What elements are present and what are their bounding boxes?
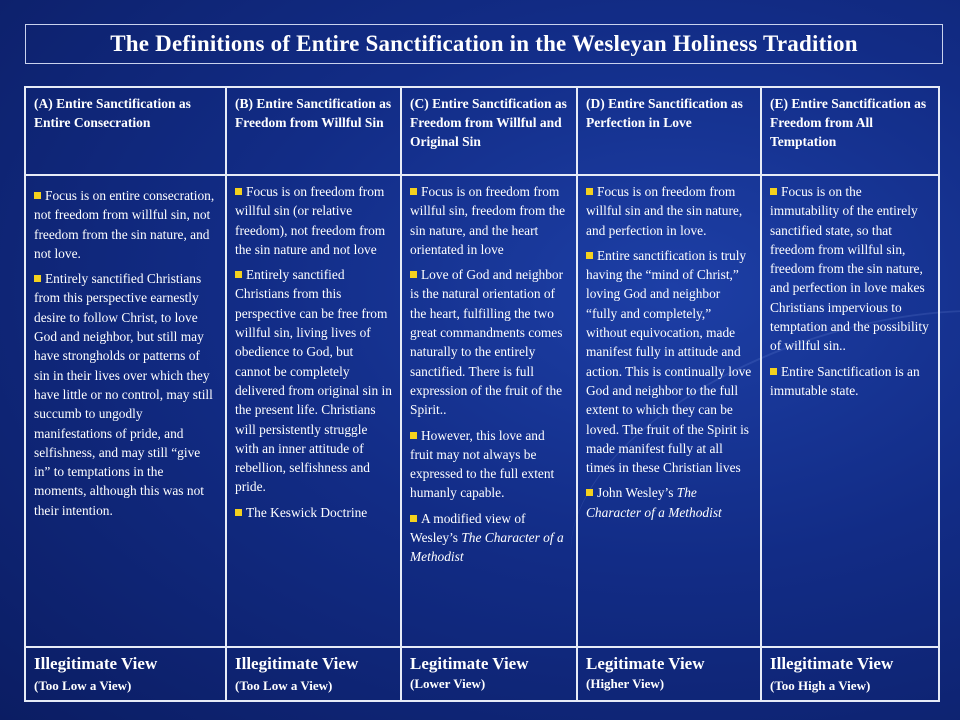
verdict-sub: (Too Low a View) bbox=[34, 678, 132, 693]
column-a-content bbox=[25, 175, 226, 647]
verdict-b bbox=[226, 647, 401, 701]
bullet-square-icon bbox=[586, 252, 593, 259]
bullet-item: Entirely sanctified Christians from this perspective can be free from willful sin, living lives of obedience to God, but cannot be completely delivered from original sin in the present life. Christians will persistently struggle with an inner attitude of rebellion, selfishness and pride. bbox=[235, 267, 392, 495]
column-header-b: (B) Entire Sanctification as Freedom from Willful Sin bbox=[226, 87, 401, 175]
bullet-square-icon bbox=[235, 271, 242, 278]
bullet-square-icon bbox=[235, 509, 242, 516]
verdict-label: Illegitimate View bbox=[235, 654, 359, 673]
verdict-e bbox=[761, 647, 939, 701]
bullet-square-icon bbox=[235, 188, 242, 195]
verdict-a bbox=[25, 647, 226, 701]
book-title: The Character of a Methodist bbox=[586, 485, 722, 520]
verdict-sub: (Lower View) bbox=[410, 676, 486, 691]
book-title: The Character of a Methodist bbox=[410, 530, 564, 565]
bullet-item: Focus is on entire consecration, not freedom from willful sin, not freedom from the sin nature, and not love. bbox=[34, 188, 215, 261]
column-b-content bbox=[226, 175, 401, 647]
verdict-label: Illegitimate View bbox=[770, 654, 894, 673]
page-title: The Definitions of Entire Sanctification in the Wesleyan Holiness Tradition bbox=[110, 31, 858, 56]
verdict-label: Legitimate View bbox=[586, 654, 705, 673]
verdict-d bbox=[577, 647, 761, 701]
bullet-item: Love of God and neighbor is the natural orientation of the heart, fulfilling the two great commandments comes naturally to the entirely sanctified. There is full expression of the fruit of the Spirit.. bbox=[410, 267, 564, 418]
column-e-content bbox=[761, 175, 939, 647]
verdict-label: Illegitimate View bbox=[34, 654, 158, 673]
bullet-item: Focus is on freedom from willful sin, freedom from the sin nature, and the heart orientated in love bbox=[410, 184, 566, 257]
bullet-item: Entirely sanctified Christians from this perspective earnestly desire to follow Christ, to love God and neighbor, but still may have strongholds or patterns of sin in their lives over which they have little or no control, may still succumb to ungodly manifestations of pride, and selfishness, and may still “give in” to temptations in the moments, although this was not their intention. bbox=[34, 271, 213, 518]
verdict-row bbox=[25, 647, 939, 701]
bullet-square-icon bbox=[770, 188, 777, 195]
verdict-sub: (Higher View) bbox=[586, 676, 665, 691]
bullet-square-icon bbox=[34, 275, 41, 282]
bullet-square-icon bbox=[410, 515, 417, 522]
bullet-square-icon bbox=[410, 432, 417, 439]
bullet-square-icon bbox=[586, 188, 593, 195]
header-row bbox=[25, 87, 939, 175]
bullet-square-icon bbox=[410, 188, 417, 195]
verdict-label: Legitimate View bbox=[410, 654, 529, 673]
verdict-sub: (Too Low a View) bbox=[235, 678, 333, 693]
column-d-content bbox=[577, 175, 761, 647]
bullet-item: Focus is on the immutability of the entirely sanctified state, so that freedom from willful sin, freedom from the sin nature, and perfection in love makes Christians impervious to temptation and the possibility of willful sin.. bbox=[770, 184, 929, 354]
verdict-c bbox=[401, 647, 577, 701]
column-c-content bbox=[401, 175, 577, 647]
title-box bbox=[25, 24, 943, 64]
bullet-square-icon bbox=[770, 368, 777, 375]
bullet-item: However, this love and fruit may not always be expressed to the full extent humanly capable. bbox=[410, 427, 555, 501]
bullet-item: Focus is on freedom from willful sin (or relative freedom), not freedom from the sin nature and not love bbox=[235, 184, 386, 257]
bullet-item: The Keswick Doctrine bbox=[235, 503, 392, 522]
column-header-e: (E) Entire Sanctification as Freedom from All Temptation bbox=[761, 87, 939, 175]
bullet-square-icon bbox=[410, 271, 417, 278]
bullet-square-icon bbox=[586, 489, 593, 496]
bullet-item: John Wesley’s The Character of a Methodist bbox=[586, 485, 722, 520]
bullet-square-icon bbox=[34, 192, 41, 199]
bullet-item: A modified view of Wesley’s The Character of a Methodist bbox=[410, 510, 564, 565]
column-header-a: (A) Entire Sanctification as Entire Consecration bbox=[25, 87, 226, 175]
content-row bbox=[25, 175, 939, 647]
bullet-item: Entire Sanctification is an immutable state. bbox=[770, 363, 920, 398]
definitions-table bbox=[24, 86, 940, 702]
verdict-sub: (Too High a View) bbox=[770, 678, 871, 693]
bullet-item: Focus is on freedom from willful sin and the sin nature, and perfection in love. bbox=[586, 184, 743, 238]
column-header-c: (C) Entire Sanctification as Freedom from Willful and Original Sin bbox=[401, 87, 577, 175]
bullet-item: Entire sanctification is truly having the “mind of Christ,” loving God and neighbor “fully and completely,” without equivocation, made manifest fully in attitude and action. This is continually love God and neighbor to the full extent to which they can be loved. The fruit of the Spirit is made manifest fully at all times in these Christian lives bbox=[586, 247, 752, 476]
column-header-d: (D) Entire Sanctification as Perfection in Love bbox=[577, 87, 761, 175]
